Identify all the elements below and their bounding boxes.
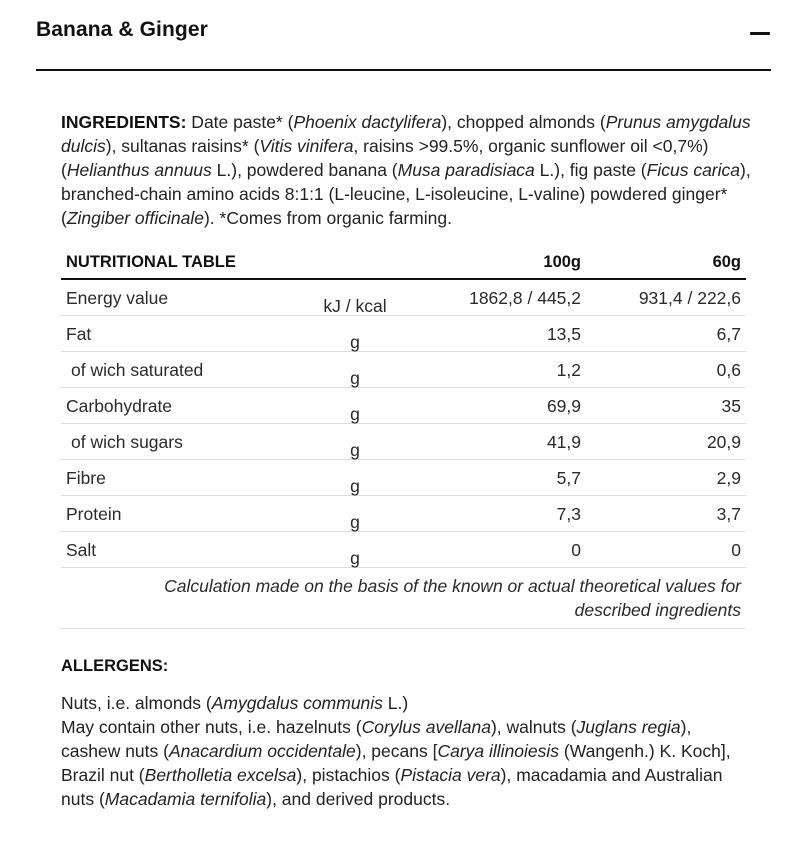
- value-100g: 1862,8 / 445,2: [469, 288, 581, 308]
- ingredients-paragraph: [61, 110, 751, 230]
- scientific-name: Juglans regia: [576, 717, 681, 737]
- nutrient-unit: g: [350, 332, 360, 352]
- value-100g: 13,5: [546, 324, 581, 344]
- value-100g: 69,9: [546, 396, 581, 416]
- nutrient-unit: g: [350, 548, 360, 568]
- table-row: [61, 388, 746, 424]
- header-100g: 100g: [543, 253, 581, 271]
- allergen-text-segment: ), pecans [: [355, 741, 438, 761]
- scientific-name: Vitis vinifera: [259, 136, 354, 156]
- value-100g: 1,2: [556, 360, 581, 380]
- value-60g: 6,7: [716, 324, 741, 344]
- accordion-header[interactable]: [36, 0, 771, 71]
- product-details: [61, 110, 751, 809]
- value-100g: 0: [571, 540, 581, 560]
- nutrient-unit: g: [350, 404, 360, 424]
- value-100g: 5,7: [556, 468, 581, 488]
- scientific-name: Phoenix dactylifera: [293, 112, 442, 132]
- nutrient-name: Protein: [66, 504, 122, 524]
- scientific-name: Bertholletia excelsa: [144, 765, 297, 785]
- value-100g: 7,3: [556, 504, 581, 524]
- value-60g: 3,7: [716, 504, 741, 524]
- value-60g: 931,4 / 222,6: [638, 288, 741, 308]
- ingredients-text-segment: L.), powdered banana (: [211, 160, 398, 180]
- header-name: NUTRITIONAL TABLE: [66, 253, 236, 271]
- allergens-text: [61, 691, 751, 811]
- value-60g: 35: [721, 396, 741, 416]
- nutrient-unit: g: [350, 368, 360, 388]
- scientific-name: Amygdalus communis: [211, 693, 383, 713]
- scientific-name: Helianthus annuus: [66, 160, 212, 180]
- nutritional-table-header: [61, 250, 746, 280]
- ingredients-text-segment: ), chopped almonds (: [441, 112, 606, 132]
- table-row: [61, 424, 746, 460]
- table-row: [61, 532, 746, 568]
- value-60g: 0,6: [716, 360, 741, 380]
- value-60g: 0: [731, 540, 741, 560]
- scientific-name: Zingiber officinale: [66, 208, 204, 228]
- ingredients-text-segment: ). *Comes from organic farming.: [203, 208, 452, 228]
- nutrient-unit: g: [350, 476, 360, 496]
- nutrient-unit: kJ / kcal: [323, 296, 387, 316]
- ingredients-text-segment: , raisins >99.5%, organic sunflower oil <0,7%) (: [61, 136, 709, 180]
- nutrient-name: Fibre: [66, 468, 106, 488]
- allergen-text-segment: May contain other nuts, i.e. hazelnuts (: [61, 717, 362, 737]
- allergen-line: [61, 691, 751, 715]
- allergen-text-segment: ), cashew nuts (: [61, 717, 692, 761]
- allergen-text-segment: (Wangenh.) K. Koch], Brazil nut (: [61, 741, 731, 785]
- ingredients-text-segment: L.), fig paste (: [534, 160, 647, 180]
- accordion-title[interactable]: Banana & Ginger: [36, 18, 208, 41]
- minus-icon[interactable]: [749, 26, 771, 40]
- allergen-text-segment: L.): [382, 693, 409, 713]
- header-60g: 60g: [712, 253, 741, 271]
- table-row: [61, 316, 746, 352]
- nutrient-unit: g: [350, 512, 360, 532]
- scientific-name: Prunus amygdalus dulcis: [61, 112, 751, 156]
- table-row: [61, 280, 746, 316]
- table-row: [61, 496, 746, 532]
- nutrient-name: Carbohydrate: [66, 396, 173, 416]
- scientific-name: Pistacia vera: [400, 765, 501, 785]
- nutritional-table: [61, 250, 746, 629]
- table-row: [61, 460, 746, 496]
- nutrient-name: Energy value: [66, 288, 169, 308]
- value-60g: 2,9: [716, 468, 741, 488]
- nutrient-unit: g: [350, 440, 360, 460]
- scientific-name: Corylus avellana: [361, 717, 491, 737]
- nutrient-name: of wich sugars: [71, 432, 183, 452]
- nutrient-name: of wich saturated: [71, 360, 204, 380]
- scientific-name: Ficus carica: [646, 160, 740, 180]
- ingredients-label: INGREDIENTS:: [61, 112, 187, 132]
- nutrient-name: Fat: [66, 324, 92, 344]
- scientific-name: Carya illinoiesis: [437, 741, 560, 761]
- nutrient-name: Salt: [66, 540, 97, 560]
- scientific-name: Anacardium occidentale: [168, 741, 356, 761]
- ingredients-text-segment: ), sultanas raisins* (: [105, 136, 260, 156]
- allergen-text-segment: ), pistachios (: [296, 765, 401, 785]
- allergens-title: ALLERGENS:: [61, 657, 169, 675]
- value-60g: 20,9: [706, 432, 741, 452]
- scientific-name: Macadamia ternifolia: [104, 789, 267, 809]
- scientific-name: Musa paradisiaca: [397, 160, 535, 180]
- table-row: [61, 352, 746, 388]
- allergen-text-segment: Nuts, i.e. almonds (: [61, 693, 212, 713]
- ingredients-text-segment: ), branched-chain amino acids 8:1:1 (L-leucine, L-isoleucine, L-valine) powdered ginger* (: [61, 160, 751, 228]
- value-100g: 41,9: [546, 432, 581, 452]
- calculation-note: Calculation made on the basis of the known or actual theoretical values for described ingredients: [61, 568, 746, 629]
- allergen-line: [61, 715, 751, 811]
- allergen-text-segment: ), macadamia and Australian nuts (: [61, 765, 723, 809]
- ingredients-text-segment: Date paste* (: [186, 112, 294, 132]
- allergen-text-segment: ), and derived products.: [266, 789, 451, 809]
- allergen-text-segment: ), walnuts (: [490, 717, 577, 737]
